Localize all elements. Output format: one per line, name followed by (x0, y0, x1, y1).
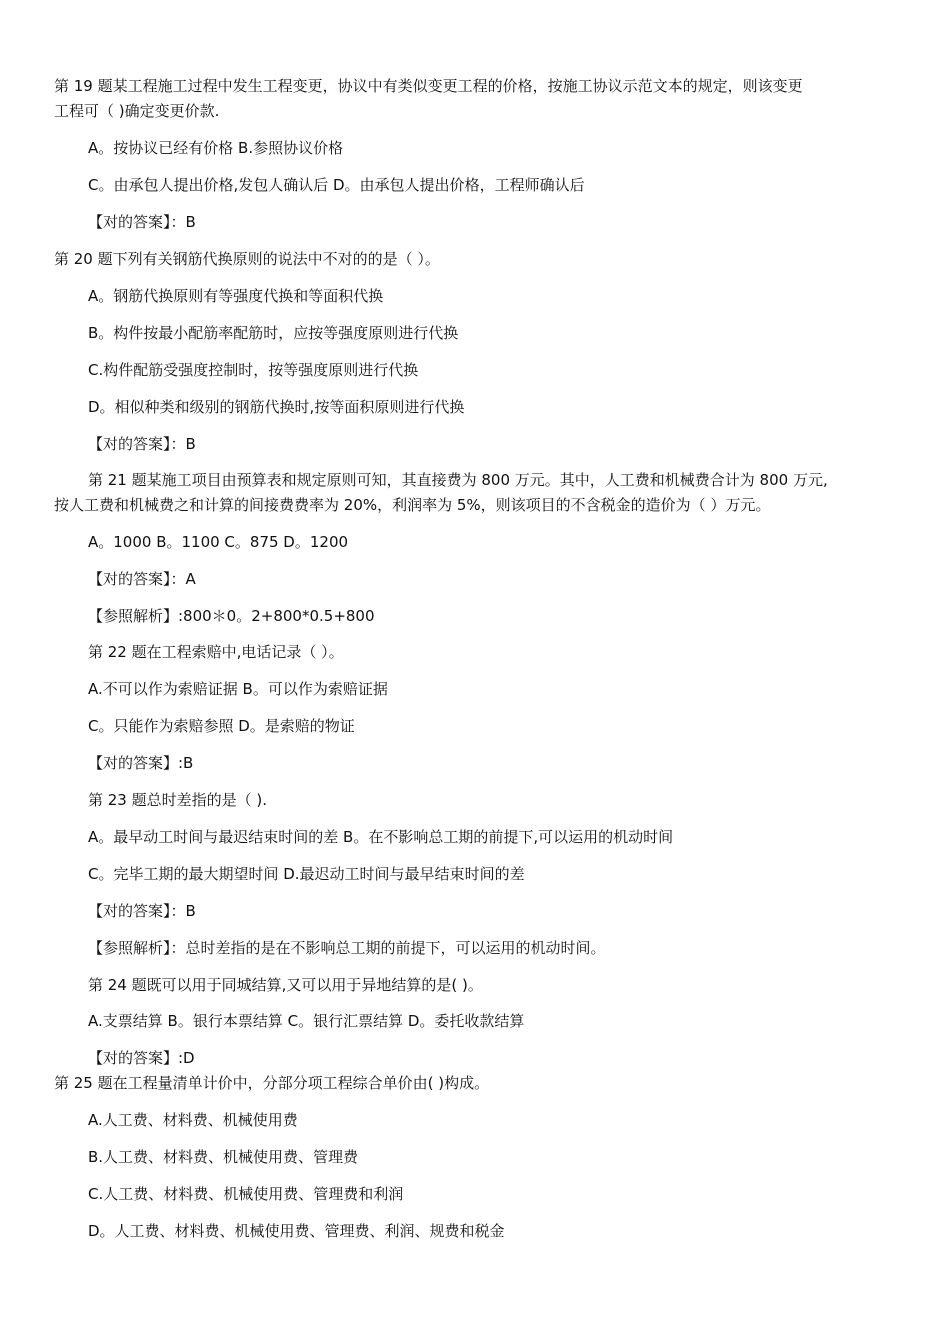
q25-option-d: D。人工费、材料费、机械使用费、管理费、利润、规费和税金 (88, 1222, 505, 1240)
q20-option-b: B。构件按最小配筋率配筋时，应按等强度原则进行代换 (88, 324, 459, 342)
q23-answer: 【对的答案】：B (88, 902, 196, 920)
q25-option-b: B.人工费、材料费、机械使用费、管理费 (88, 1148, 359, 1166)
q23-stem: 第 23 题总时差指的是（ ). (88, 791, 268, 809)
q19-options-cd: C。由承包人提出价格,发包人确认后 D。由承包人提出价格，工程师确认后 (88, 176, 585, 194)
q24-options: A.支票结算 B。银行本票结算 C。银行汇票结算 D。委托收款结算 (88, 1012, 525, 1030)
q25-stem: 第 25 题在工程量清单计价中，分部分项工程综合单价由( )构成。 (54, 1074, 490, 1092)
q23-options-ab: A。最早动工时间与最迟结束时间的差 B。在不影响总工期的前提下,可以运用的机动时间 (88, 828, 674, 846)
q21-answer: 【对的答案】：A (88, 570, 196, 588)
q23-options-cd: C。完毕工期的最大期望时间 D.最迟动工时间与最早结束时间的差 (88, 865, 525, 883)
q22-options-cd: C。只能作为索赔参照 D。是索赔的物证 (88, 717, 355, 735)
q20-answer: 【对的答案】：B (88, 435, 196, 453)
q25-option-c: C.人工费、材料费、机械使用费、管理费和利润 (88, 1185, 404, 1203)
q19-answer: 【对的答案】：B (88, 213, 196, 231)
q21-stem-line1: 第 21 题某施工项目由预算表和规定原则可知，其直接费为 800 万元。其中，人工费和机械费合计为 800 万元, (88, 471, 828, 489)
q25-option-a: A.人工费、材料费、机械使用费 (88, 1111, 298, 1129)
q24-stem: 第 24 题既可以用于同城结算,又可以用于异地结算的是( )。 (88, 976, 483, 994)
q24-answer: 【对的答案】:D (88, 1049, 195, 1067)
q20-option-a: A。钢筋代换原则有等强度代换和等面积代换 (88, 287, 384, 305)
q19-stem-line2: 工程可（ )确定变更价款. (54, 102, 220, 120)
q20-option-d: D。相似种类和级别的钢筋代换时,按等面积原则进行代换 (88, 398, 465, 416)
q19-stem-line1: 第 19 题某工程施工过程中发生工程变更，协议中有类似变更工程的价格，按施工协议示范文本的规定，则该变更 (54, 77, 803, 95)
q22-stem: 第 22 题在工程索赔中,电话记录（ ）。 (88, 643, 344, 661)
q21-options: A。1000 B。1100 C。875 D。1200 (88, 533, 349, 551)
q22-answer: 【对的答案】:B (88, 754, 194, 772)
q23-analysis: 【参照解析】：总时差指的是在不影响总工期的前提下，可以运用的机动时间。 (88, 939, 606, 957)
q19-options-ab: A。按协议已经有价格 B.参照协议价格 (88, 139, 344, 157)
q22-options-ab: A.不可以作为索赔证据 B。可以作为索赔证据 (88, 680, 388, 698)
q20-stem: 第 20 题下列有关钢筋代换原则的说法中不对的的是（ ）。 (54, 250, 440, 268)
q21-stem-line2: 按人工费和机械费之和计算的间接费费率为 20%，利润率为 5%，则该项目的不含税金的造价为（ ）万元。 (54, 496, 771, 514)
q20-option-c: C.构件配筋受强度控制时，按等强度原则进行代换 (88, 361, 419, 379)
q21-analysis: 【参照解析】:800＊0。2+800*0.5+800 (88, 607, 375, 625)
